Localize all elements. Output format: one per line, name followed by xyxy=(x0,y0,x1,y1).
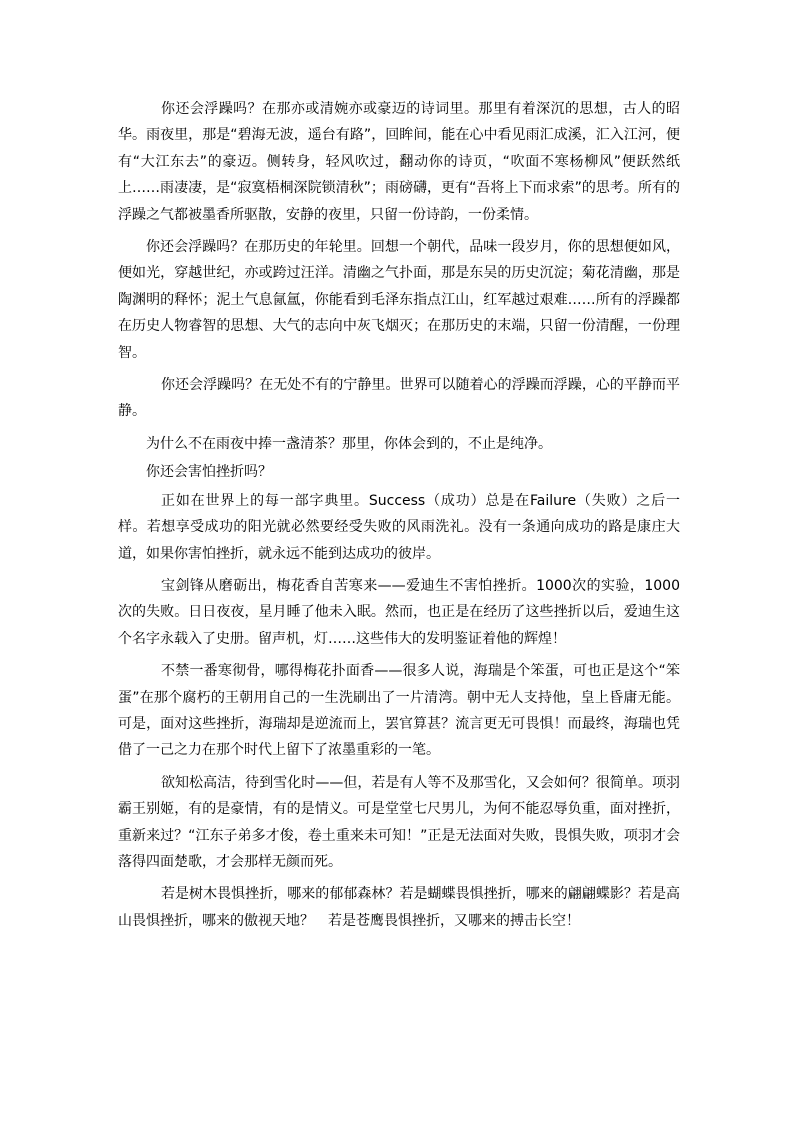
paragraph-tranquility: 你还会浮躁吗？在无处不有的宁静里。世界可以随着心的浮躁而浮躁，心的平静而平静。 xyxy=(118,377,680,420)
paragraph-hairui: 不禁一番寒彻骨，哪得梅花扑面香——很多人说，海瑞是个笨蛋，可也正是这个“笨蛋”在那个腐朽的王朝用自己的一生洗刷出了一片清湾。朝中无人支持他，皇上昏庸无能。可是，面对这些挫折，海瑞却是逆流而上，罢官算甚？流言更无可畏惧！而最终，海瑞也凭借了一己之力在那个时代上留下了浓墨重彩的一笔。 xyxy=(118,663,680,759)
document-body xyxy=(118,96,680,940)
paragraph-xiangyu: 欲知松高洁，待到雪化时——但，若是有人等不及那雪化，又会如何？很简单。项羽霸王别姬，有的是豪情，有的是情义。可是堂堂七尺男儿，为何不能忍辱负重，面对挫折，重新来过？“江东子弟多才俊，卷土重来未可知！”正是无法面对失败，畏惧失败，项羽才会落得四面楚歌，才会那样无颜而死。 xyxy=(118,774,680,870)
paragraph-history: 你还会浮躁吗？在那历史的年轮里。回想一个朝代，品味一段岁月，你的思想便如风，便如光，穿越世纪，亦或跨过汪洋。清幽之气扑面，那是东吴的历史沉淀；菊花清幽，那是陶渊明的释怀；泥土气息氤氲，你能看到毛泽东指点江山，红军越过艰难……所有的浮躁都在历史人物睿智的思想、大气的志向中灰飞烟灭；在那历史的末端，只留一份清醒，一份理智。 xyxy=(118,239,680,361)
paragraph-poetry: 你还会浮躁吗？在那亦或清婉亦或豪迈的诗词里。那里有着深沉的思想，古人的昭华。雨夜里，那是“碧海无波，遥台有路”，回眸间，能在心中看见雨汇成溪，汇入江河，便有“大江东去”的豪迈。侧转身，轻风吹过，翻动你的诗页，“吹面不寒杨柳风”便跃然纸上……雨凄凄，是“寂寞梧桐深院锁清秋”；雨磅礴，更有“吾将上下而求索”的思考。所有的浮躁之气都被墨香所驱散，安静的夜里，只留一份诗韵，一份柔情。 xyxy=(118,101,680,223)
paragraph-dictionary: 正如在世界上的每一部字典里。Success（成功）总是在Failure（失败）之后一样。若想享受成功的阳光就必然要经受失败的风雨洗礼。没有一条通向成功的路是康庄大道，如果你害怕挫折，就永远不能到达成功的彼岸。 xyxy=(118,492,680,562)
paragraph-question: 你还会害怕挫折吗？ xyxy=(146,464,272,481)
paragraph-tea: 为什么不在雨夜中捧一盏清茶？那里，你体会到的，不止是纯净。 xyxy=(146,435,552,452)
paragraph-conclusion: 若是树木畏惧挫折，哪来的郁郁森林？若是蝴蝶畏惧挫折，哪来的翩翩蝶影？若是高山畏惧挫折，哪来的傲视天地？ 若是苍鹰畏惧挫折，又哪来的搏击长空！ xyxy=(118,886,680,929)
paragraph-edison: 宝剑锋从磨砺出，梅花香自苦寒来——爱迪生不害怕挫折。1000次的实验，1000次的失败。日日夜夜，星月睡了他未入眠。然而，也正是在经历了这些挫折以后，爱迪生这个名字永载入了史册。留声机，灯……这些伟大的发明鉴证着他的辉煌！ xyxy=(118,577,680,647)
